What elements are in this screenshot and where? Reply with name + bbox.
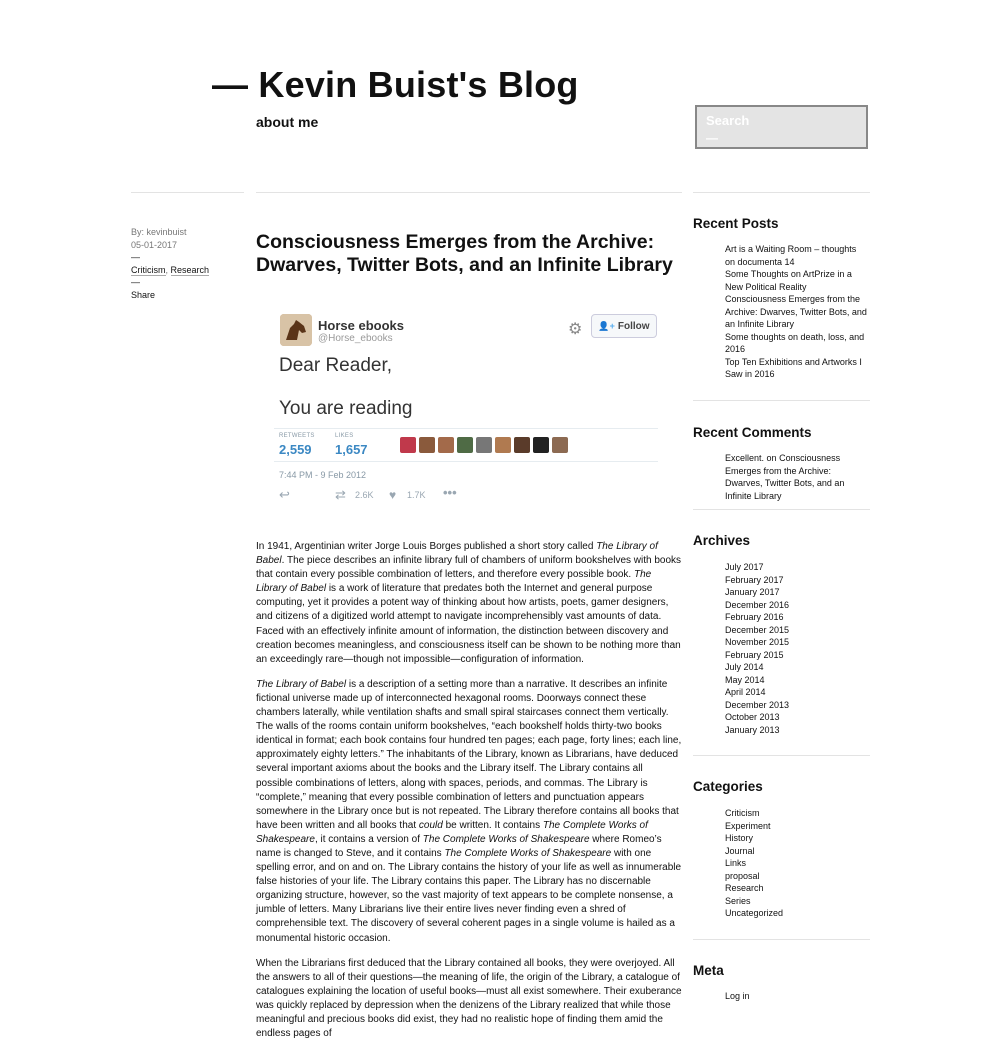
post-meta: By: kevinbuist 05-01-2017 — Criticism, Research — Share (131, 227, 210, 300)
retweets-label: RETWEETS (279, 433, 315, 439)
recent-post-link[interactable]: Some Thoughts on ArtPrize in a New Political Reality (725, 269, 852, 292)
category-link[interactable]: proposal (725, 870, 760, 881)
liker-avatar (495, 437, 511, 453)
post-paragraph: When the Librarians first deduced that the Library contained all books, they were overjoyed. All the answers to all of their questions—the meaning of life, the origin of the Library, a catalogue of catalogues explaining the location of useful books—must all exist somewhere. Their exuberance was quickly replaced by depression when the denizens of the Library realized that while those meaningful and precious books did exist, they had no realistic hope of finding them amid the endless pages of (256, 957, 682, 1040)
category-link[interactable]: Experiment (725, 820, 771, 831)
archives-heading: Archives (693, 533, 751, 548)
liker-avatar (419, 437, 435, 453)
archive-link[interactable]: April 2014 (725, 687, 766, 697)
widget-divider (693, 755, 870, 756)
category-link-criticism[interactable]: Criticism (131, 264, 166, 275)
category-link[interactable]: Research (725, 883, 764, 893)
liker-avatar (438, 437, 454, 453)
recent-comment (725, 452, 868, 502)
tweet-date: 7:44 PM - 9 Feb 2012 (279, 470, 367, 480)
retweets-value: 2,559 (279, 442, 312, 457)
tweet-account-handle: @Horse_ebooks (318, 333, 393, 344)
category-link[interactable]: Journal (725, 845, 755, 856)
recent-comments-heading: Recent Comments (693, 425, 812, 440)
sidebar-divider (693, 192, 870, 193)
follow-person-icon: 👤+ (598, 321, 615, 331)
embedded-tweet-image (256, 300, 682, 520)
more-icon: ••• (443, 485, 457, 500)
categories-heading: Categories (693, 779, 763, 794)
comment-on-label: on (766, 453, 777, 463)
liker-avatar (457, 437, 473, 453)
likes-value: 1,657 (335, 442, 368, 457)
tweet-account-name: Horse ebooks (318, 318, 404, 333)
archive-link[interactable]: July 2017 (725, 562, 764, 572)
post-date: 05-01-2017 (131, 239, 178, 250)
archive-link[interactable]: October 2013 (725, 712, 780, 722)
recent-post-link[interactable]: Consciousness Emerges from the Archive: Dwarves, Twitter Bots, and an Infinite Library (725, 294, 867, 329)
archives-list (725, 561, 868, 736)
liker-avatars (400, 437, 568, 453)
retweet-count: 2.6K (355, 490, 374, 500)
heart-icon: ♥ (389, 488, 397, 502)
categories-list (725, 807, 868, 920)
category-link[interactable]: Links (725, 858, 747, 868)
recent-comments-list (725, 452, 868, 502)
tweet-text-line-1: Dear Reader, (279, 355, 393, 376)
meta-heading: Meta (693, 963, 724, 978)
archive-link[interactable]: December 2016 (725, 599, 790, 610)
search-box[interactable] (695, 105, 868, 149)
category-link-research[interactable]: Research (170, 264, 210, 275)
recent-post-link[interactable]: Art is a Waiting Room – thoughts on documenta 14 (725, 244, 857, 267)
reply-icon: ↩ (279, 487, 290, 502)
author-link[interactable]: kevinbuist (146, 227, 187, 237)
recent-posts-list (725, 243, 868, 381)
comment-post-link[interactable]: Consciousness Emerges from the Archive: Dwarves, Twitter Bots, and an Infinite Library (725, 453, 845, 501)
content-divider (256, 192, 682, 193)
meta-separator: — (131, 277, 140, 287)
recent-posts-heading: Recent Posts (693, 216, 779, 231)
archive-link[interactable]: February 2015 (725, 649, 784, 660)
meta-separator: — (131, 252, 140, 262)
post-paragraph: The Library of Babel is a description of a setting more than a narrative. It describes an infinite fictional universe made up of interconnected hexagonal rooms. Doorways connect these chambers laterally, while ventilation shafts and small spiral staircases connect them vertically. The walls of the rooms contain uniform bookshelves, “each bookshelf holds thirty-two books identical in format; each book contains four hundred ten pages; each page, forty lines; each line, approximately eighty letters.” The inhabitants of the Library, known as Librarians, have deduced several important axioms about the books and the Library itself. The Library contains all possible combinations of letters, along with spaces, periods, and commas. The Library is “complete,” meaning that every possible combination of letters and punctuation appears somewhere in the Library once but is not repeated. The Library therefore contains all books that have been written and all books that could be written. It contains The Complete Works of Shakespeare, it contains a version of The Complete Works of Shakespeare where Romeo’s name is changed to Steve, and it contains The Complete Works of Shakespeare with one spelling error, and on and on. The Library contains the history of your life as well as innumerable false histories of your life. The Library contains this paper. The Library has no discernable organizing structure, however, so the vast majority of text appears to be complete nonsense, a jumble of letters. Many Librarians live their entire lives never finding even a shred of comprehensible text. The discovery of several coherent pages in a single volume is hailed as a monumental historic occasion. (256, 678, 682, 944)
widget-divider (693, 400, 870, 401)
search-dash: — (706, 131, 718, 145)
retweet-icon: ⇄ (335, 487, 346, 502)
liker-avatar (476, 437, 492, 453)
meta-link[interactable]: Log in (725, 991, 750, 1001)
category-link[interactable]: Criticism (725, 808, 760, 818)
archive-link[interactable]: July 2014 (725, 662, 764, 672)
category-link[interactable]: Uncategorized (725, 908, 784, 918)
likes-label: LIKES (335, 433, 354, 439)
archive-link[interactable]: January 2017 (725, 587, 780, 597)
archive-link[interactable]: January 2013 (725, 724, 780, 735)
gear-icon: ⚙ (568, 321, 583, 338)
post-paragraph: In 1941, Argentinian writer Jorge Louis Borges published a short story called The Library of Babel. The piece describes an infinite library full of chambers of uniform bookshelves with books that contain every possible combination of letters, and therefore every possible book. The Library of Babel is a work of literature that predates both the Internet and general purpose computing, yet it provides a potent way of thinking about how artists, poets, gamer designers, and citizens of a digitized world attempt to navigate incomprehensibly vast amounts of data. Faced with an effectively infinite amount of information, the distinction between discovery and creation becomes meaningless, and consciousness itself can be shown to be nothing more than an exceedingly rare—though not impossible—configuration of information. (256, 541, 682, 665)
meta-list (725, 990, 868, 1003)
meta-divider (131, 192, 244, 193)
archive-link[interactable]: February 2016 (725, 612, 784, 622)
tweet-stats (274, 428, 658, 462)
liker-avatar (400, 437, 416, 453)
search-input[interactable] (706, 113, 856, 128)
category-link[interactable]: History (725, 833, 754, 843)
horse-avatar (280, 314, 312, 346)
archive-link[interactable]: November 2015 (725, 637, 790, 647)
widget-divider (693, 939, 870, 940)
share-link[interactable]: Share (131, 289, 156, 300)
about-me-link[interactable]: about me (256, 114, 319, 130)
like-count: 1.7K (407, 490, 426, 500)
liker-avatar (514, 437, 530, 453)
liker-avatar (552, 437, 568, 453)
archive-link[interactable]: December 2013 (725, 699, 790, 710)
category-link[interactable]: Series (725, 895, 751, 906)
follow-button: 👤+ Follow (591, 314, 657, 338)
post-body (256, 540, 682, 1052)
liker-avatar (533, 437, 549, 453)
archive-link[interactable]: December 2015 (725, 624, 790, 635)
recent-post-link[interactable]: Top Ten Exhibitions and Artworks I Saw in 2016 (725, 356, 862, 379)
tweet-text-line-2: You are reading (279, 398, 413, 419)
archive-link[interactable]: May 2014 (725, 674, 765, 685)
by-label: By: (131, 227, 145, 237)
recent-post-link[interactable]: Some thoughts on death, loss, and 2016 (725, 331, 865, 354)
site-title[interactable]: — Kevin Buist's Blog (212, 64, 579, 105)
post-title[interactable]: Consciousness Emerges from the Archive: Dwarves, Twitter Bots, and an Infinite Library (256, 231, 673, 276)
widget-divider (693, 509, 870, 510)
archive-link[interactable]: February 2017 (725, 574, 784, 585)
comment-author: Excellent. (725, 453, 765, 463)
